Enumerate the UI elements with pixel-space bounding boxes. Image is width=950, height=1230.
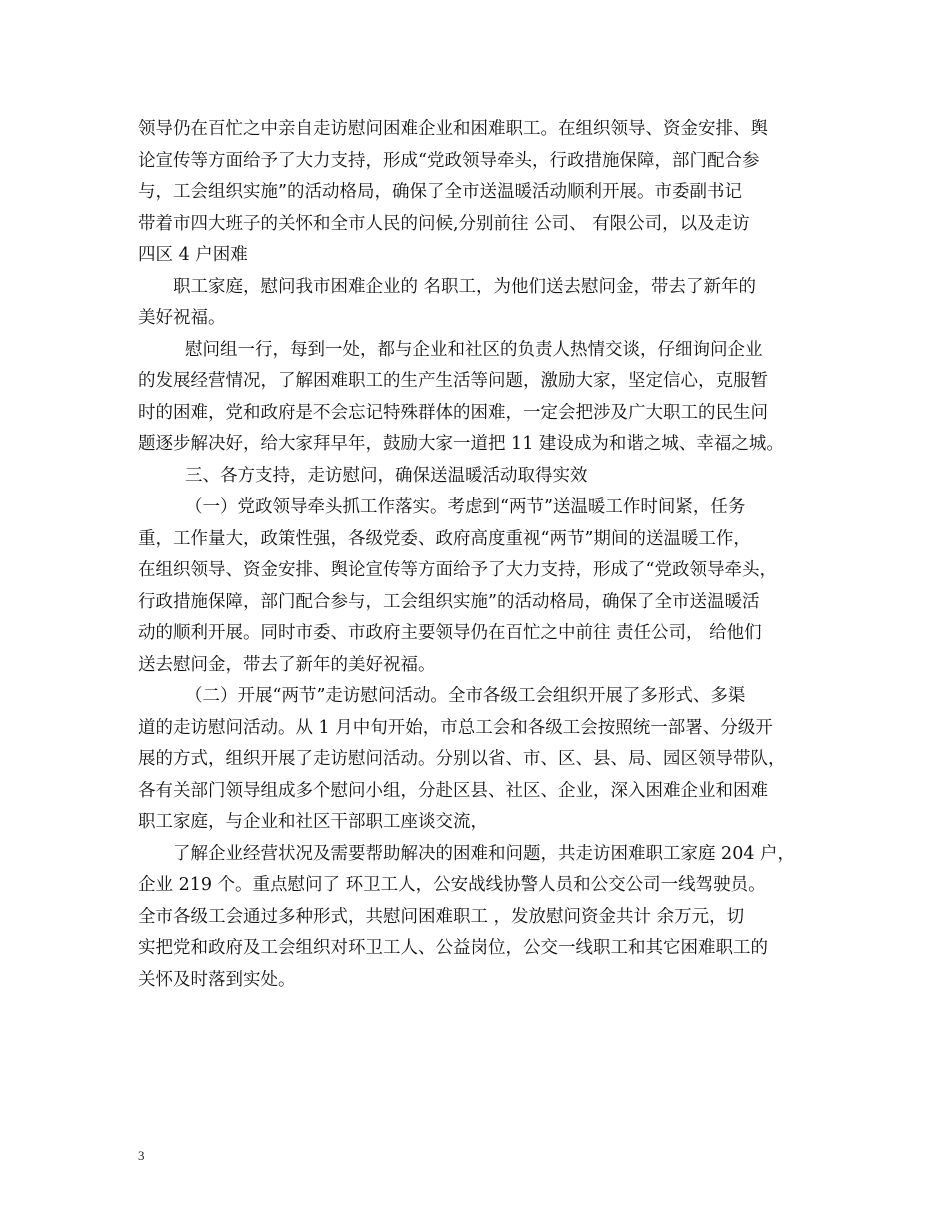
text-line: 领导仍在百忙之中亲自走访慰问困难企业和困难职工。在组织领导、资金安排、舆 <box>138 119 768 139</box>
text-line: 慰问组一行，每到一处，都与企业和社区的负责人热情交谈，仔细询问企业 <box>185 339 763 360</box>
text-line: 企业 219 个。重点慰问了 环卫工人，公安战线协警人员和公交公司一线驾驶员。 <box>138 875 766 895</box>
text-line: 与，工会组织实施”的活动格局，确保了全市送温暖活动顺利开展。市委副书记 <box>138 182 742 202</box>
text-line: 各有关部门领导组成多个慰问小组，分赴区县、社区、企业，深入困难企业和困难 <box>138 780 768 801</box>
text-line: 时的困难，党和政府是不会忘记特殊群体的困难，一定会把涉及广大职工的民生问 <box>138 402 768 423</box>
page-number: 3 <box>138 1148 145 1163</box>
text-line: 送去慰问金，带去了新年的美好祝福。 <box>138 654 436 675</box>
text-line: 职工家庭，慰问我市困难企业的 名职工，为他们送去慰问金，带去了新年的 <box>173 276 757 297</box>
text-line: 题逐步解决好，给大家拜早年，鼓励大家一道把 11 建设成为和谐之城、幸福之城。 <box>138 434 784 454</box>
paragraph-2 <box>138 272 818 335</box>
text-line: 实把党和政府及工会组织对环卫工人、公益岗位，公交一线职工和其它困难职工的 <box>138 938 768 958</box>
paragraph-5 <box>138 681 818 839</box>
text-line: 论宣传等方面给予了大力支持，形成“党政领导牵头，行政措施保障，部门配合参 <box>138 150 760 171</box>
text-line: 关怀及时落到实处。 <box>138 969 296 990</box>
text-line: 的发展经营情况，了解困难职工的生产生活等问题，激励大家，坚定信心，克服暂 <box>138 371 768 391</box>
text-line: 四区 4 户困难 <box>138 245 248 265</box>
text-line: 了解企业经营状况及需要帮助解决的困难和问题，共走访困难职工家庭 204 户， <box>173 843 796 864</box>
paragraph-1 <box>138 114 818 272</box>
heading-text: 三、各方支持，走访慰问，确保送温暖活动取得实效 <box>185 465 588 486</box>
text-line: 职工家庭，与企业和社区干部职工座谈交流， <box>138 812 488 832</box>
paragraph-6 <box>138 839 818 997</box>
paragraph-4 <box>138 492 818 681</box>
text-line: 重，工作量大，政策性强，各级党委、政府高度重视“两节”期间的送温暖工作， <box>138 528 751 549</box>
text-line: 全市各级工会通过多种形式，共慰问困难职工 ，发放慰问资金共计 余万元，切 <box>138 906 745 927</box>
document-body <box>138 114 818 996</box>
text-line: 展的方式，组织开展了走访慰问活动。分别以省、市、区、县、局、园区领导带队， <box>138 749 786 769</box>
section-heading <box>138 461 818 493</box>
text-line: （二）开展“两节”走访慰问活动。全市各级工会组织开展了多形式、多渠 <box>185 686 746 706</box>
text-line: 美好祝福。 <box>138 308 226 328</box>
text-line: 在组织领导、资金安排、舆论宣传等方面给予了大力支持，形成了“党政领导牵头， <box>138 560 777 580</box>
text-line: 行政措施保障，部门配合参与，工会组织实施”的活动格局，确保了全市送温暖活 <box>138 591 760 612</box>
paragraph-3 <box>138 335 818 461</box>
text-line: 带着市四大班子的关怀和全市人民的问候,分别前往 公司、 有限公司，以及走访 <box>138 213 750 234</box>
text-line: （一）党政领导牵头抓工作落实。考虑到“两节”送温暖工作时间紧，任务 <box>185 497 746 517</box>
text-line: 道的走访慰问活动。从 1 月中旬开始，市总工会和各级工会按照统一部署、分级开 <box>138 717 773 738</box>
text-line: 动的顺利开展。同时市委、市政府主要领导仍在百忙之中前往 责任公司， 给他们 <box>138 623 762 643</box>
